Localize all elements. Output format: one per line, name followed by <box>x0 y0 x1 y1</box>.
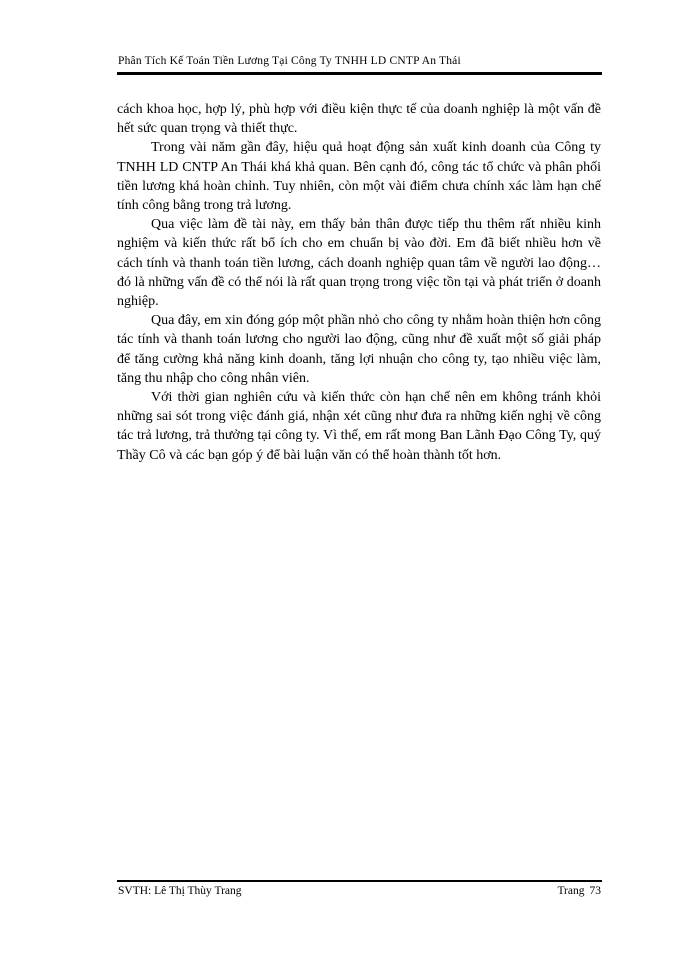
paragraph-3: Qua việc làm đề tài này, em thấy bản thân được tiếp thu thêm rất nhiều kinh nghiệm và kiến thức rất bổ ích cho em chuẩn bị vào đời. Em đã biết nhiều hơn về cách tính và thanh toán tiền lương, cách doanh nghiệp quan tâm về người lao động…đó là những vấn đề có thể nói là rất quan trọng trong việc tồn tại và phát triển ở doanh nghiệp. <box>117 217 601 310</box>
paragraph-1: cách khoa học, hợp lý, phù hợp với điều kiện thực tế của doanh nghiệp là một vấn đề hết sức quan trọng và thiết thực. <box>117 102 601 137</box>
footer-divider <box>117 880 602 882</box>
paragraph-4: Qua đây, em xin đóng góp một phần nhỏ cho công ty nhằm hoàn thiện hơn công tác tính và thanh toán lương cho người lao động, cũng như đề xuất một số giải pháp để tăng cường khả năng kinh doanh, tăng lợi nhuận cho công ty, tạo nhiều việc làm, tăng thu nhập cho công nhân viên. <box>117 313 601 386</box>
paragraph-2: Trong vài năm gần đây, hiệu quả hoạt động sản xuất kinh doanh của Công ty TNHH LD CNTP An Thái khá khả quan. Bên cạnh đó, công tác tổ chức và phân phối tiền lương khá hoàn chỉnh. Tuy nhiên, còn một vài điểm chưa chính xác làm hạn chế tính công bằng trong trả lương. <box>117 140 601 214</box>
footer-page <box>557 885 601 897</box>
body-text <box>117 100 601 465</box>
running-header-title: Phân Tích Kế Toán Tiền Lương Tại Công Ty TNHH LD CNTP An Thái <box>118 55 461 67</box>
page-number: 73 <box>589 885 601 897</box>
paragraph-5: Với thời gian nghiên cứu và kiến thức còn hạn chế nên em không tránh khỏi những sai sót trong việc đánh giá, nhận xét cũng như đưa ra những kiến nghị về công tác trả lương, trả thưởng tại công ty. Vì thế, em rất mong Ban Lãnh Đạo Công Ty, quý Thầy Cô và các bạn góp ý để bài luận văn có thể hoàn thành tốt hơn. <box>117 390 601 463</box>
footer-author: SVTH: Lê Thị Thùy Trang <box>118 885 242 897</box>
header-divider <box>117 72 602 75</box>
page-label: Trang <box>557 885 585 897</box>
